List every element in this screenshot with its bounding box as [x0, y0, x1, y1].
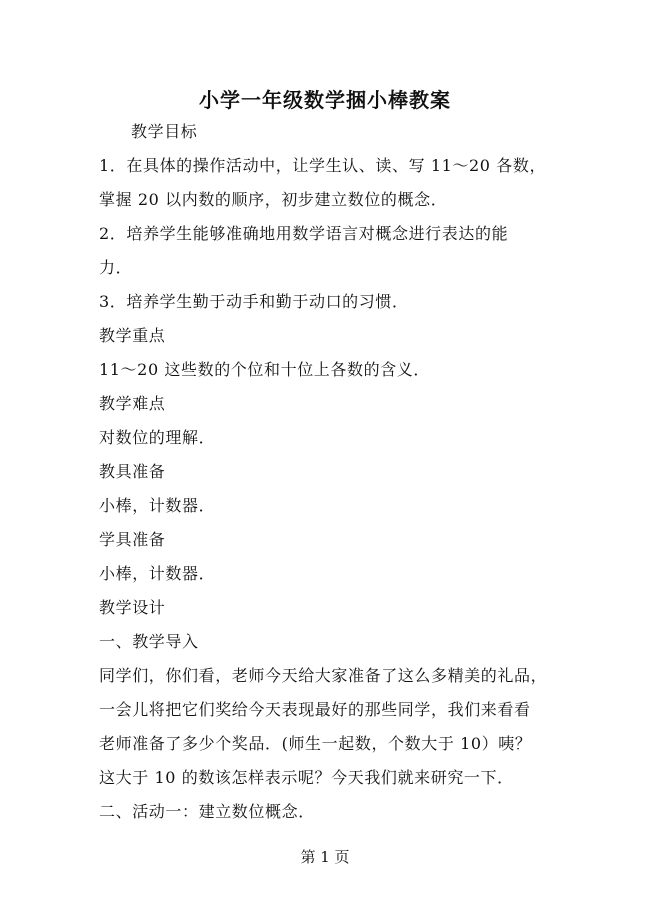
- heading-section-two: 二、活动一：建立数位概念．: [99, 802, 315, 821]
- paragraph-line: 这大于 10 的数该怎样表示呢？今天我们就来研究一下．: [99, 768, 514, 787]
- heading-teaching-goals: 教学目标: [131, 122, 198, 141]
- paragraph-line: 3．培养学生勤于动手和勤于动口的习惯．: [99, 292, 409, 311]
- paragraph-line: 一会儿将把它们奖给今天表现最好的那些同学，我们来看看: [99, 700, 531, 719]
- paragraph-line: 2．培养学生能够准确地用数学语言对概念进行表达的能: [99, 224, 509, 243]
- paragraph-line: 11～20 这些数的个位和十位上各数的含义．: [99, 360, 431, 379]
- heading-teaching-aids: 教具准备: [99, 462, 166, 481]
- heading-difficulties: 教学难点: [99, 394, 166, 413]
- heading-key-points: 教学重点: [99, 326, 166, 345]
- paragraph-line: 掌握 20 以内数的顺序，初步建立数位的概念．: [99, 190, 448, 209]
- paragraph-line: 对数位的理解．: [99, 428, 216, 447]
- document-title: 小学一年级数学捆小棒教案: [199, 88, 451, 112]
- page-number: 第 1 页: [300, 848, 350, 866]
- paragraph-line: 小棒，计数器．: [99, 496, 216, 515]
- paragraph-line: 同学们，你们看，老师今天给大家准备了这么多精美的礼品，: [99, 666, 548, 685]
- heading-section-one: 一、教学导入: [99, 632, 199, 651]
- heading-student-aids: 学具准备: [99, 530, 166, 549]
- paragraph-line: 小棒，计数器．: [99, 564, 216, 583]
- paragraph-line: 1．在具体的操作活动中，让学生认、读、写 11～20 各数，: [99, 156, 547, 175]
- heading-teaching-design: 教学设计: [99, 598, 166, 617]
- paragraph-line: 力．: [99, 258, 133, 277]
- paragraph-line: 老师准备了多少个奖品．(师生一起数，个数大于 10）咦？: [99, 734, 532, 753]
